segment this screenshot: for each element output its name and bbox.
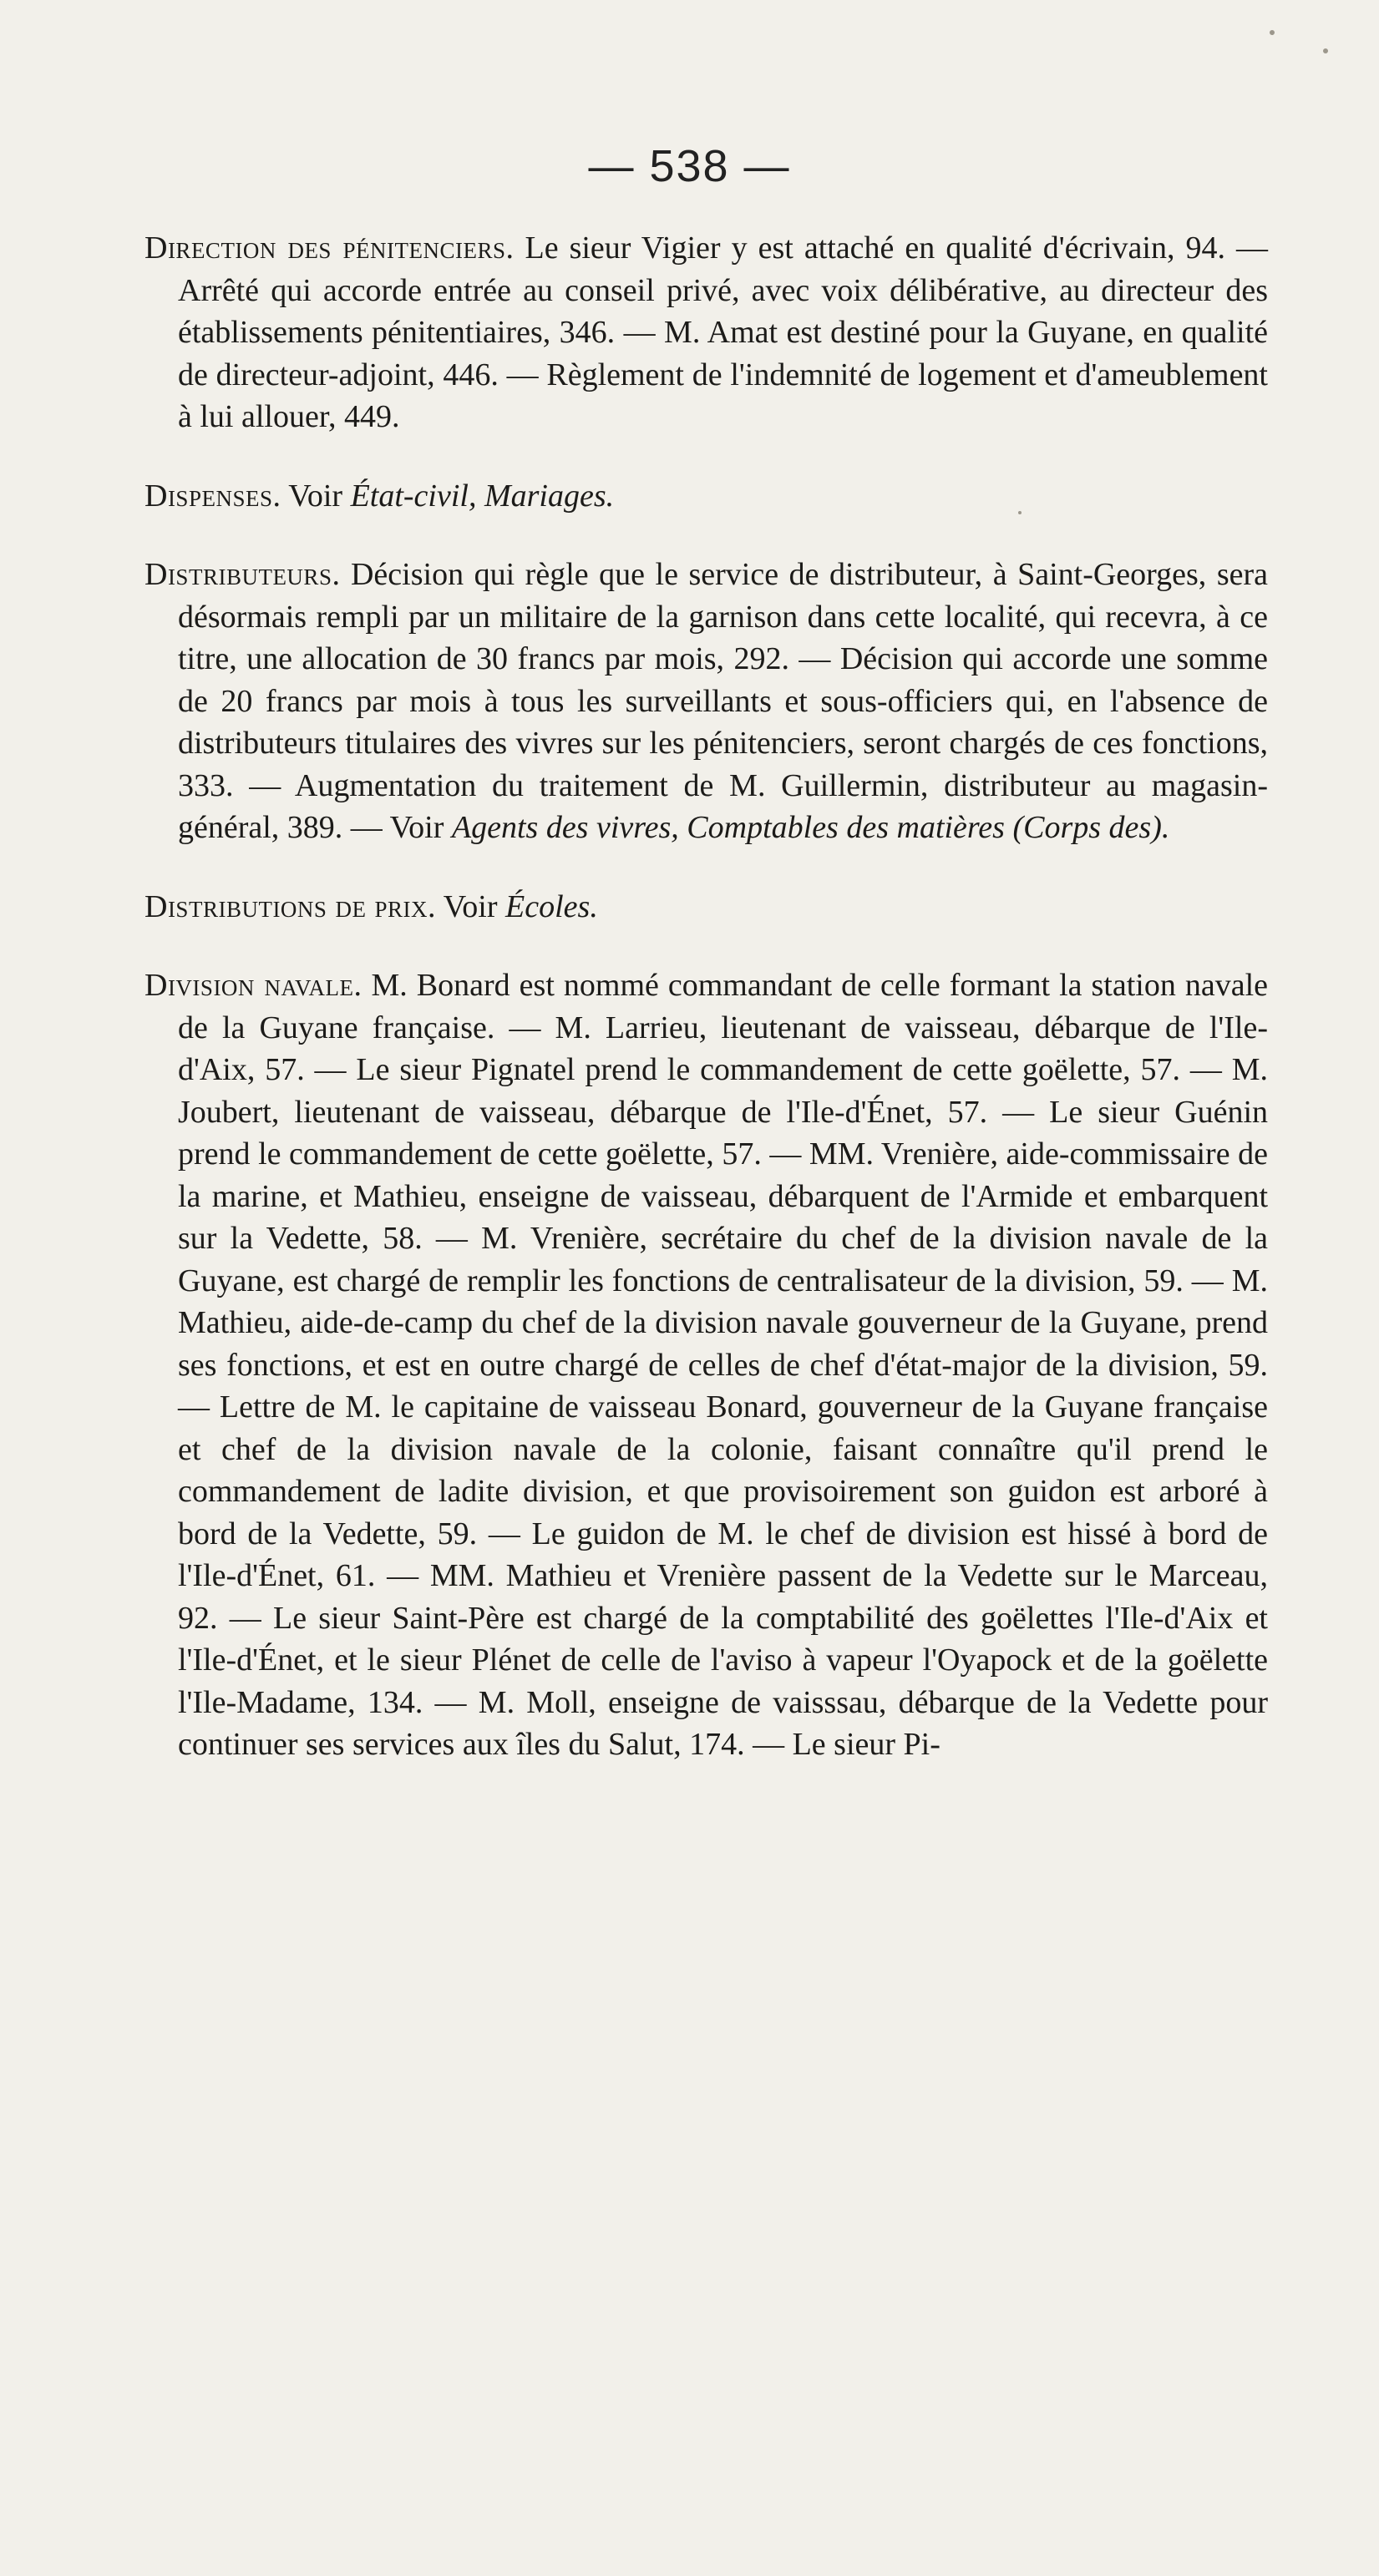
index-entries (144, 227, 1268, 1803)
entry-distributeurs (144, 554, 1268, 849)
entry-division-navale (144, 964, 1268, 1766)
paper-speck (1018, 511, 1022, 514)
entry-body: Décision qui règle que le service de distributeur, à Saint-Georges, sera désormais rempli par un militaire de la garnison dans cette localité, qui recevra, à ce titre, une allocation de 30 francs par mois, 292. — Décision qui accorde une somme de 20 francs par mois à tous les surveillants et sous-officiers qui, en l'absence de distributeurs titulaires des vivres sur les pénitenciers, seront chargés de ces fonctions, 333. — Augmentation du traitement de M. Guillermin, distributeur au magasin-général, 389. — Voir (178, 557, 1268, 845)
entry-heading: Direction des pénitenciers. (144, 230, 515, 266)
entry-heading: Distributeurs. (144, 557, 341, 592)
cross-reference: État-civil, Mariages. (350, 478, 615, 514)
entry-body: Le sieur Vigier y est attaché en qualité d'écrivain, 94. — Arrêté qui accorde entrée au conseil privé, avec voix délibérative, au directeur des établissements pénitentiaires, 346. — M. Amat est destiné pour la Guyane, en qualité de directeur-adjoint, 446. — Règlement de l'indemnité de logement et d'ameublement à lui allouer, 449. (178, 230, 1268, 434)
entry-heading: Division navale. (144, 968, 362, 1003)
entry-body: Voir (281, 478, 351, 514)
entry-direction-des-penitenciers (144, 227, 1268, 438)
paper-speck (1323, 48, 1328, 53)
page-number: — 538 — (588, 141, 791, 191)
entry-heading: Dispenses. (144, 478, 281, 514)
paper-speck (1270, 30, 1275, 35)
entry-dispenses (144, 475, 1268, 518)
cross-reference: Agents des vivres, Comptables des matières (Corps des). (451, 810, 1170, 845)
entry-distributions-de-prix (144, 886, 1268, 929)
entry-heading: Distributions de prix. (144, 888, 436, 924)
entry-body: Voir (435, 888, 506, 924)
entry-body: M. Bonard est nommé commandant de celle formant la station navale de la Guyane française. — M. Larrieu, lieutenant de vaisseau, débarque de l'Ile-d'Aix, 57. — Le sieur Pignatel prend le commandement de cette goëlette, 57. — M. Joubert, lieutenant de vaisseau, débarque de l'Ile-d'Énet, 57. — Le sieur Guénin prend le commandement de cette goëlette, 57. — MM. Vrenière, aide-commissaire de la marine, et Mathieu, enseigne de vaisseau, débarquent de l'Armide et embarquent sur la Vedette, 58. — M. Vrenière, secrétaire du chef de la division navale de la Guyane, est chargé de remplir les fonctions de centralisateur de la division, 59. — M. Mathieu, aide-de-camp du chef de la division navale gouverneur de la Guyane, prend ses fonctions, et est en outre chargé de celles de chef d'état-major de la division, 59. — Lettre de M. le capitaine de vaisseau Bonard, gouverneur de la Guyane française et chef de la division navale de la colonie, faisant connaître qu'il prend le commandement de ladite division, et que provisoirement son guidon est arboré à bord de la Vedette, 59. — Le guidon de M. le chef de division est hissé à bord de l'Ile-d'Énet, 61. — MM. Mathieu et Vrenière passent de la Vedette sur le Marceau, 92. — Le sieur Saint-Père est chargé de la comptabilité des goëlettes l'Ile-d'Aix et l'Ile-d'Énet, et le sieur Plénet de celle de l'aviso à vapeur l'Oyapock et de la goëlette l'Ile-Madame, 134. — M. Moll, enseigne de vaisssau, débarque de la Vedette pour continuer ses services aux îles du Salut, 174. — Le sieur Pi- (178, 968, 1268, 1762)
cross-reference: Écoles. (505, 888, 598, 924)
